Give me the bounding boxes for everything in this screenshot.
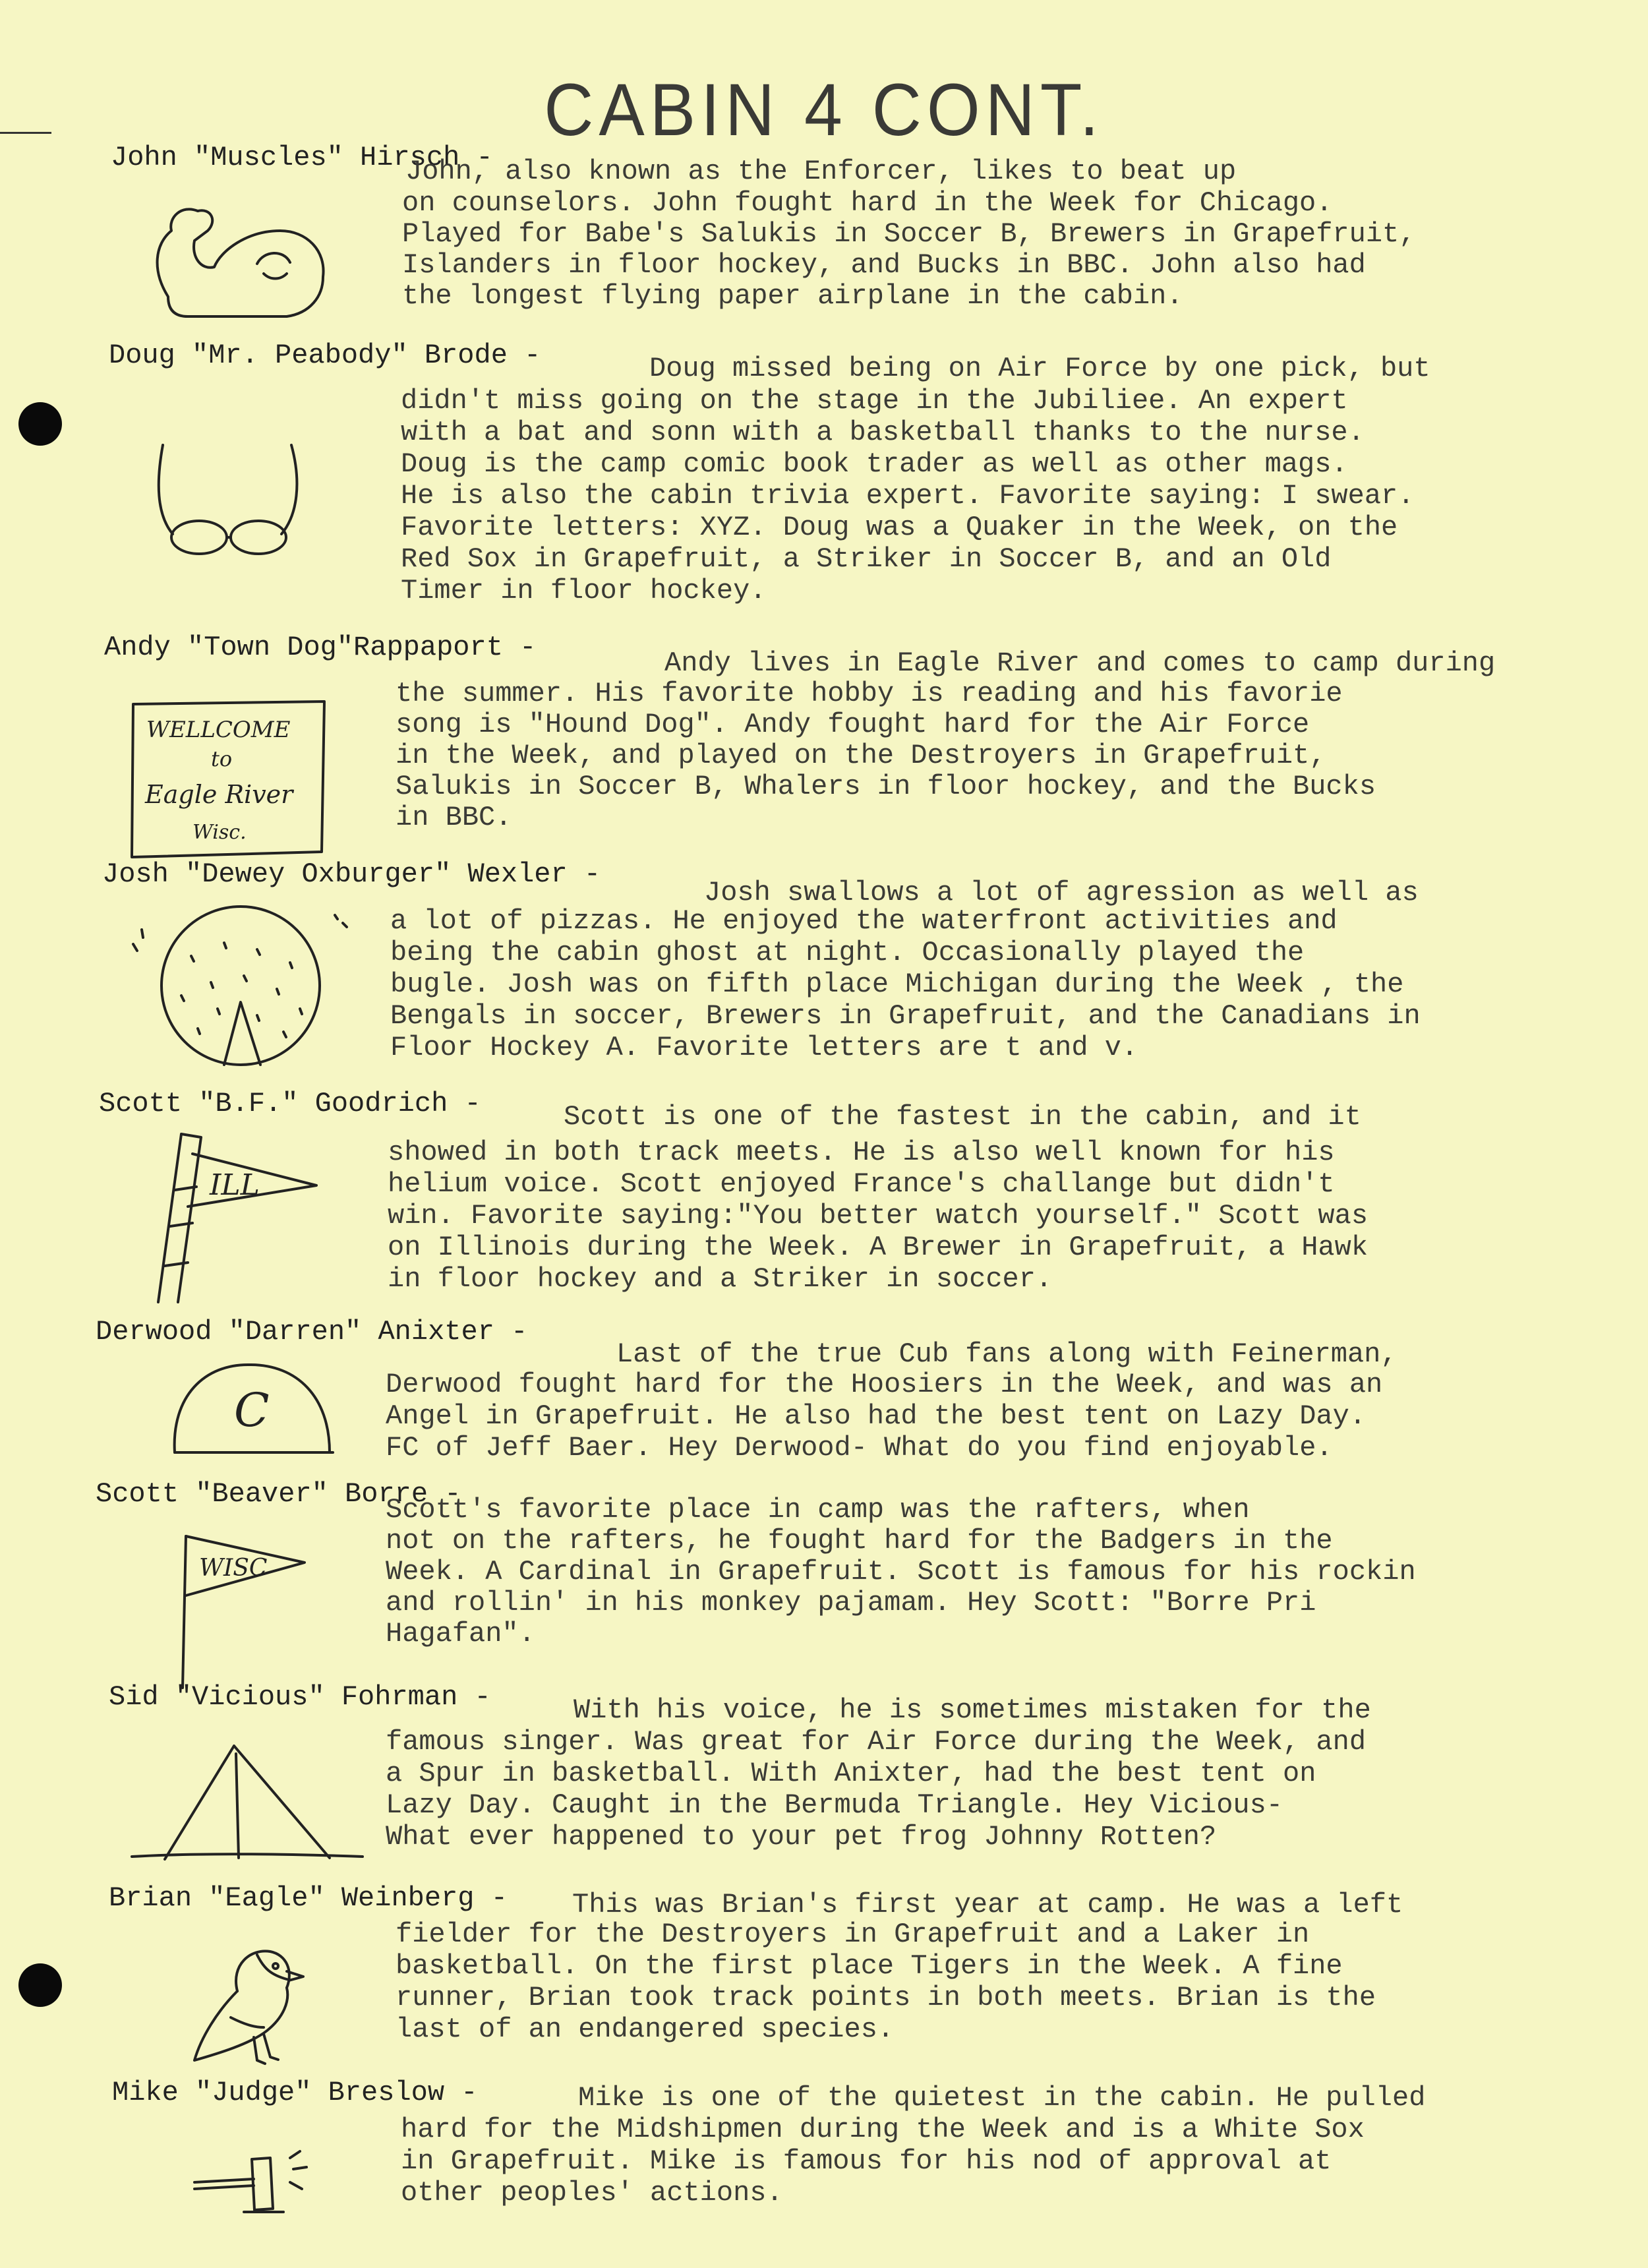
flag-text: WISC	[199, 1555, 268, 1582]
pennant-flag-icon	[152, 1127, 323, 1305]
entry-line: basketball. On the first place Tigers in the Week. A fine	[396, 1950, 1343, 1982]
entry-name: Andy "Town Dog"Rappaport -	[104, 632, 537, 663]
entry-line: This was Brian's first year at camp. He was a left	[572, 1889, 1403, 1921]
entry-line: famous singer. Was great for Air Force during the Week, and	[386, 1726, 1367, 1758]
entry-line: with a bat and sonn with a basketball thanks to the nurse.	[401, 417, 1365, 448]
entry-line: in floor hockey and a Striker in soccer.	[388, 1263, 1053, 1295]
entry-line: Andy lives in Eagle River and comes to camp during	[664, 647, 1496, 679]
entry-line: Floor Hockey A. Favorite letters are t and v.	[390, 1032, 1138, 1063]
entry-line: He is also the cabin trivia expert. Favorite saying: I swear.	[401, 480, 1415, 512]
entry-line: in Grapefruit. Mike is famous for his nod of approval at	[401, 2145, 1332, 2177]
eyeglasses-icon	[153, 442, 305, 560]
entry-line: last of an endangered species.	[396, 2014, 895, 2045]
page-title: CABIN 4 CONT.	[544, 69, 1104, 152]
entry-line: Favorite letters: XYZ. Doug was a Quaker in the Week, on the	[401, 512, 1398, 543]
entry-line: Mike is one of the quietest in the cabin. He pulled	[578, 2082, 1426, 2114]
entry-line: hard for the Midshipmen during the Week and is a White Sox	[401, 2114, 1365, 2145]
entry-line: other peoples' actions.	[401, 2177, 783, 2209]
entry-line: Timer in floor hockey.	[401, 575, 767, 607]
entry-line: Hagafan".	[386, 1618, 535, 1650]
entry-line: FC of Jeff Baer. Hey Derwood- What do you find enjoyable.	[386, 1432, 1333, 1464]
entry-line: on Illinois during the Week. A Brewer in Grapefruit, a Hawk	[388, 1232, 1368, 1263]
cubs-cap-icon	[165, 1357, 343, 1462]
entry-line: John, also known as the Enforcer, likes to beat up	[405, 156, 1237, 187]
entry-line: on counselors. John fought hard in the Week for Chicago.	[402, 187, 1333, 219]
entry-line: Red Sox in Grapefruit, a Striker in Soccer B, and an Old	[401, 543, 1332, 575]
bird-icon	[191, 1938, 307, 2070]
pizza-icon	[125, 903, 363, 1075]
entry-line: Last of the true Cub fans along with Feinerman,	[616, 1338, 1398, 1370]
welcome-sign-icon	[127, 699, 331, 860]
entry-line: What ever happened to your pet frog Johnny Rotten?	[386, 1821, 1217, 1853]
sign-text: WELLCOME	[146, 717, 291, 743]
entry-line: fielder for the Destroyers in Grapefruit and a Laker in	[396, 1919, 1310, 1950]
binder-hole-bottom	[18, 1963, 62, 2007]
entry-line: Islanders in floor hockey, and Bucks in BBC. John also had	[402, 249, 1366, 281]
entry-line: song is "Hound Dog". Andy fought hard for the Air Force	[396, 709, 1310, 740]
cap-text: C	[234, 1383, 270, 1437]
wisc-pennant-icon	[173, 1530, 311, 1691]
binder-hole-top	[18, 402, 62, 446]
entry-line: in the Week, and played on the Destroyers in Grapefruit,	[396, 740, 1326, 771]
entry-line: Doug missed being on Air Force by one pick, but	[649, 353, 1430, 384]
entry-line: Salukis in Soccer B, Whalers in floor hockey, and the Bucks	[396, 771, 1376, 802]
sign-text: Eagle River	[145, 780, 293, 809]
entry-name: Sid "Vicious" Fohrman -	[109, 1681, 491, 1713]
entry-line: With his voice, he is sometimes mistaken for the	[574, 1694, 1371, 1726]
entry-line: Week. A Cardinal in Grapefruit. Scott is famous for his rockin	[386, 1556, 1416, 1588]
entry-name: Brian "Eagle" Weinberg -	[109, 1882, 508, 1914]
entry-line: a Spur in basketball. With Anixter, had the best tent on	[386, 1758, 1316, 1789]
entry-line: bugle. Josh was on fifth place Michigan during the Week , the	[390, 969, 1404, 1000]
entry-line: and rollin' in his monkey pajamam. Hey Scott: "Borre Pri	[386, 1587, 1316, 1619]
entry-line: Lazy Day. Caught in the Bermuda Triangle. Hey Vicious-	[386, 1789, 1283, 1821]
entry-line: Bengals in soccer, Brewers in Grapefruit, and the Canadians in	[390, 1000, 1421, 1032]
flag-text: ILL	[210, 1168, 260, 1202]
entry-line: runner, Brian took track points in both meets. Brian is the	[396, 1982, 1376, 2014]
entry-line: Scott's favorite place in camp was the rafters, when	[386, 1494, 1250, 1526]
entry-line: Doug is the camp comic book trader as well as other mags.	[401, 448, 1348, 480]
entry-name: Doug "Mr. Peabody" Brode -	[109, 340, 541, 371]
entry-name: Scott "Beaver" Borre -	[96, 1478, 461, 1510]
entry-name: John "Muscles" Hirsch -	[111, 142, 493, 173]
entry-line: didn't miss going on the stage in the Jubiliee. An expert	[401, 385, 1348, 417]
gavel-icon	[191, 2146, 310, 2219]
sign-text: Wisc.	[192, 821, 247, 844]
entry-line: being the cabin ghost at night. Occasionally played the	[390, 937, 1305, 969]
entry-line: Josh swallows a lot of agression as well as	[704, 877, 1419, 909]
entry-name: Josh "Dewey Oxburger" Wexler -	[102, 858, 601, 890]
entry-line: win. Favorite saying:"You better watch yourself." Scott was	[388, 1200, 1368, 1232]
entry-line: a lot of pizzas. He enjoyed the waterfront activities and	[390, 905, 1338, 937]
tent-icon	[119, 1741, 369, 1866]
muscle-arm-icon	[148, 191, 346, 323]
entry-line: in BBC.	[396, 802, 512, 833]
entry-line: showed in both track meets. He is also well known for his	[388, 1137, 1335, 1168]
entry-line: the longest flying paper airplane in the cabin.	[402, 280, 1183, 312]
entry-line: Played for Babe's Salukis in Soccer B, Brewers in Grapefruit,	[402, 218, 1416, 250]
entry-name: Mike "Judge" Breslow -	[112, 2077, 478, 2108]
sign-text: to	[211, 746, 233, 771]
entry-name: Scott "B.F." Goodrich -	[99, 1088, 481, 1119]
entry-line: not on the rafters, he fought hard for the Badgers in the	[386, 1525, 1333, 1557]
entry-line: Angel in Grapefruit. He also had the best tent on Lazy Day.	[386, 1400, 1367, 1432]
entry-line: the summer. His favorite hobby is reading and his favorie	[396, 678, 1343, 709]
entry-line: Derwood fought hard for the Hoosiers in the Week, and was an	[386, 1369, 1383, 1400]
entry-line: Scott is one of the fastest in the cabin, and it	[564, 1101, 1361, 1133]
entry-line: helium voice. Scott enjoyed France's challange but didn't	[388, 1168, 1335, 1200]
entry-name: Derwood "Darren" Anixter -	[96, 1316, 528, 1348]
